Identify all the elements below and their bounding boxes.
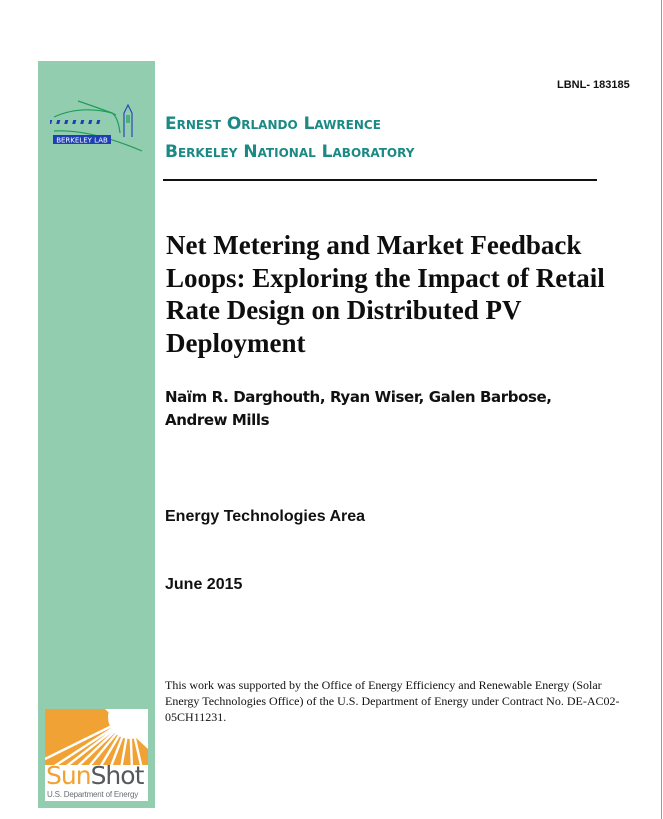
sunshot-word-sun: Sun (46, 761, 91, 790)
lab-name-line1: Ernest Orlando Lawrence (165, 114, 381, 134)
report-number: LBNL- 183185 (557, 79, 630, 91)
sunshot-logo-icon (45, 709, 148, 765)
sunshot-logo (45, 709, 148, 801)
sidebar-band (38, 61, 155, 808)
division-area: Energy Technologies Area (165, 508, 366, 525)
berkeley-lab-logo-icon (50, 95, 145, 155)
lab-name-line2: Berkeley National Laboratory (165, 142, 415, 162)
sunshot-subtitle: U.S. Department of Energy (47, 790, 139, 799)
document-title: Net Metering and Market Feedback Loops: Exploring the Impact of Retail Rate Design on Distributed PV Deployment (166, 230, 605, 358)
header-divider (163, 179, 597, 181)
publication-date: June 2015 (165, 576, 243, 593)
sunshot-word-shot: Shot (90, 761, 144, 790)
svg-text:BERKELEY LAB: BERKELEY LAB (56, 136, 108, 145)
sunshot-wordmark (46, 763, 143, 789)
page-edge (661, 0, 662, 819)
funding-statement: This work was supported by the Office of Energy Efficiency and Renewable Energy (Solar Energy Technologies Office) of the U.S. Department of Energy under Contract No. DE-AC02-05CH11231. (165, 678, 620, 724)
document-authors: Naïm R. Darghouth, Ryan Wiser, Galen Barbose, Andrew Mills (165, 388, 552, 429)
